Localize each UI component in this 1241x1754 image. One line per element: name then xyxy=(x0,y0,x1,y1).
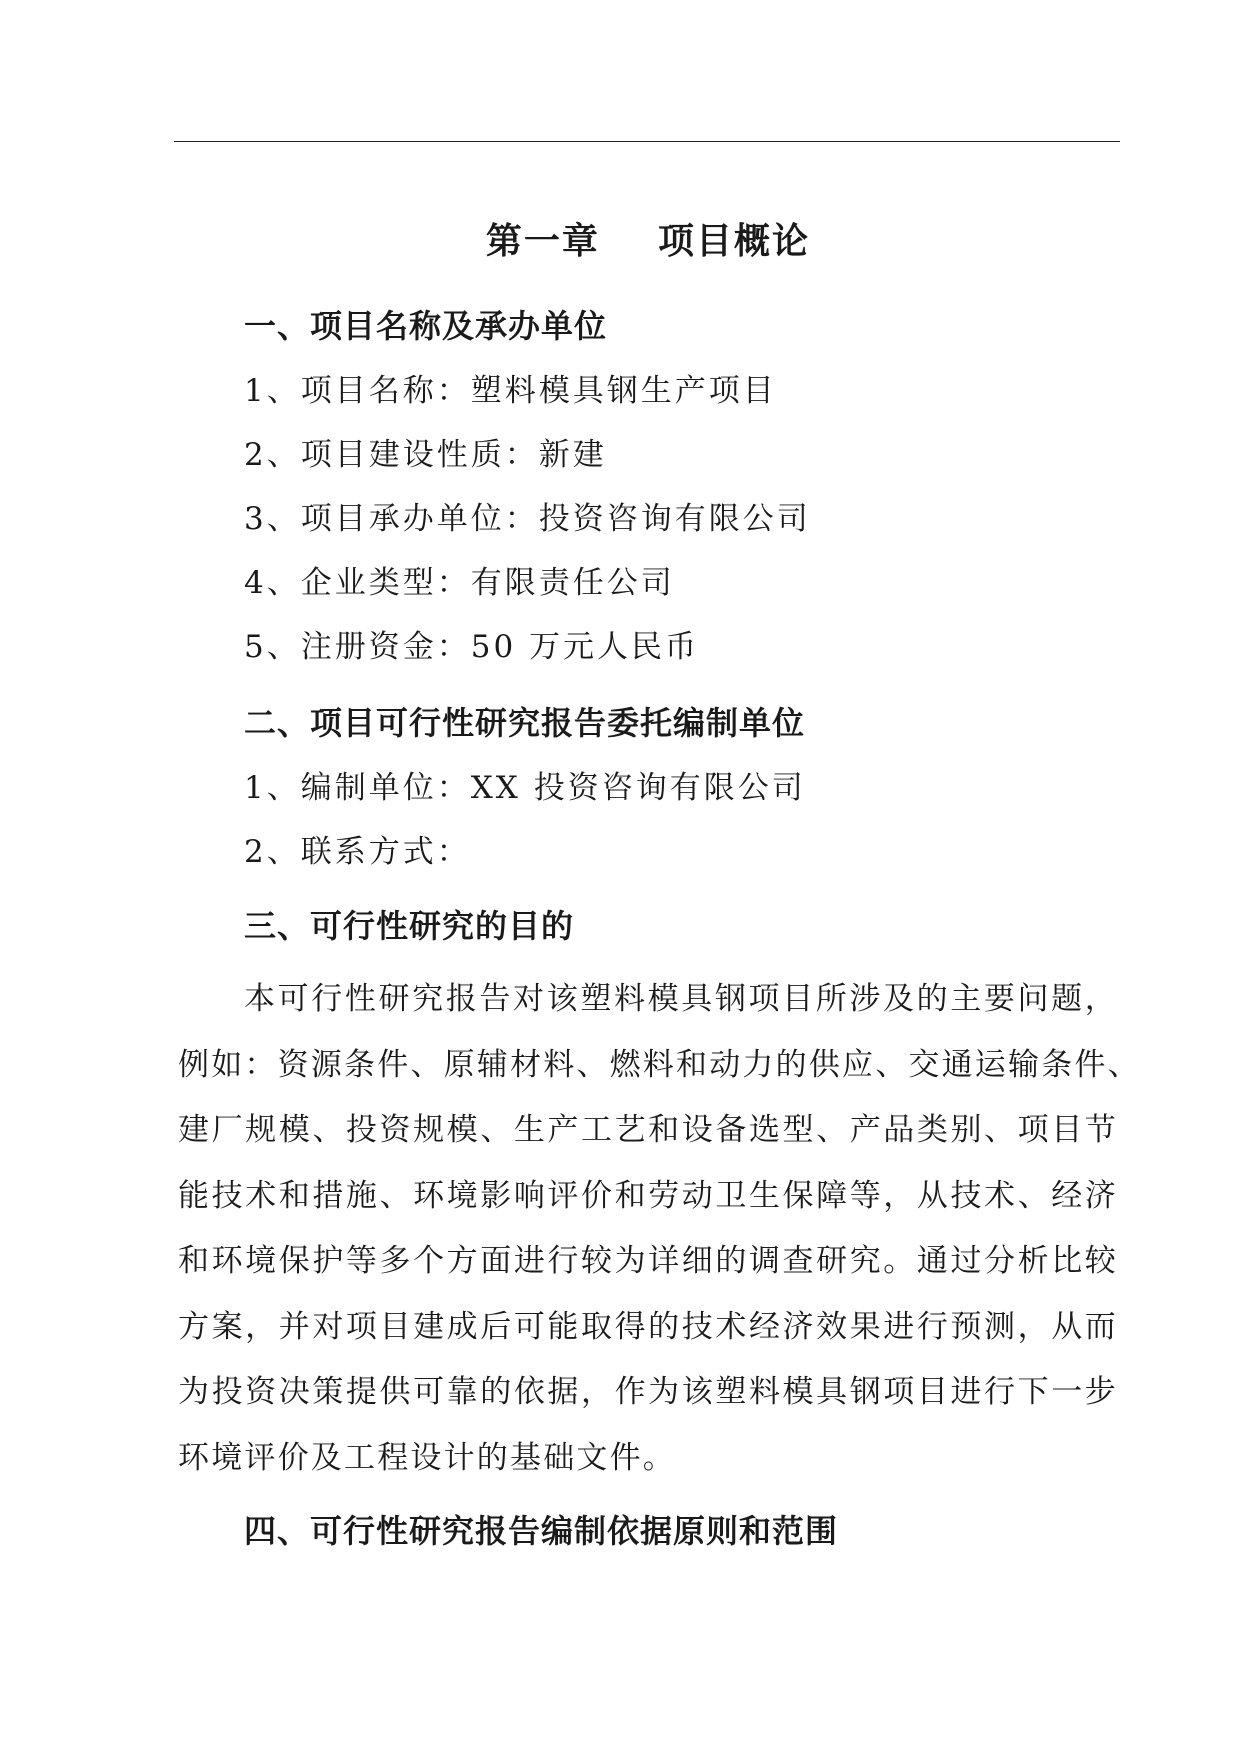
item-compiling-unit: 1、编制单位：XX 投资咨询有限公司 xyxy=(244,770,806,806)
paragraph-line: 能技术和措施、环境影响评价和劳动卫生保障等，从技术、经济 xyxy=(178,1177,1118,1214)
section-heading-1: 一、项目名称及承办单位 xyxy=(244,307,608,345)
item-registered-capital: 5、注册资金：50 万元人民币 xyxy=(244,629,700,665)
section-heading-2: 二、项目可行性研究报告委托编制单位 xyxy=(244,704,806,742)
paragraph-line: 为投资决策提供可靠的依据，作为该塑料模具钢项目进行下一步 xyxy=(178,1374,1118,1410)
purpose-paragraph xyxy=(178,967,1141,1491)
header-rule xyxy=(174,141,1120,142)
section-heading-3: 三、可行性研究的目的 xyxy=(244,907,575,945)
item-enterprise-type: 4、企业类型：有限责任公司 xyxy=(244,565,675,601)
chapter-title: 第一章 项目概论 xyxy=(485,221,811,262)
item-construction-nature: 2、项目建设性质：新建 xyxy=(244,437,607,473)
item-undertaking-unit: 3、项目承办单位：投资咨询有限公司 xyxy=(244,501,811,537)
item-contact: 2、联系方式： xyxy=(244,834,471,870)
paragraph-line: 环境评价及工程设计的基础文件。 xyxy=(178,1439,676,1476)
item-project-name: 1、项目名称：塑料模具钢生产项目 xyxy=(244,373,777,409)
paragraph-line: 方案，并对项目建成后可能取得的技术经济效果进行预测，从而 xyxy=(178,1308,1118,1345)
paragraph-line: 和环境保护等多个方面进行较为详细的调查研究。通过分析比较 xyxy=(178,1243,1118,1279)
paragraph-line: 例如：资源条件、原辅材料、燃料和动力的供应、交通运输条件、 xyxy=(178,1046,1141,1083)
paragraph-line: 本可行性研究报告对该塑料模具钢项目所涉及的主要问题， xyxy=(244,981,1118,1017)
section-heading-4: 四、可行性研究报告编制依据原则和范围 xyxy=(244,1512,839,1550)
paragraph-line: 建厂规模、投资规模、生产工艺和设备选型、产品类别、项目节 xyxy=(178,1112,1118,1148)
